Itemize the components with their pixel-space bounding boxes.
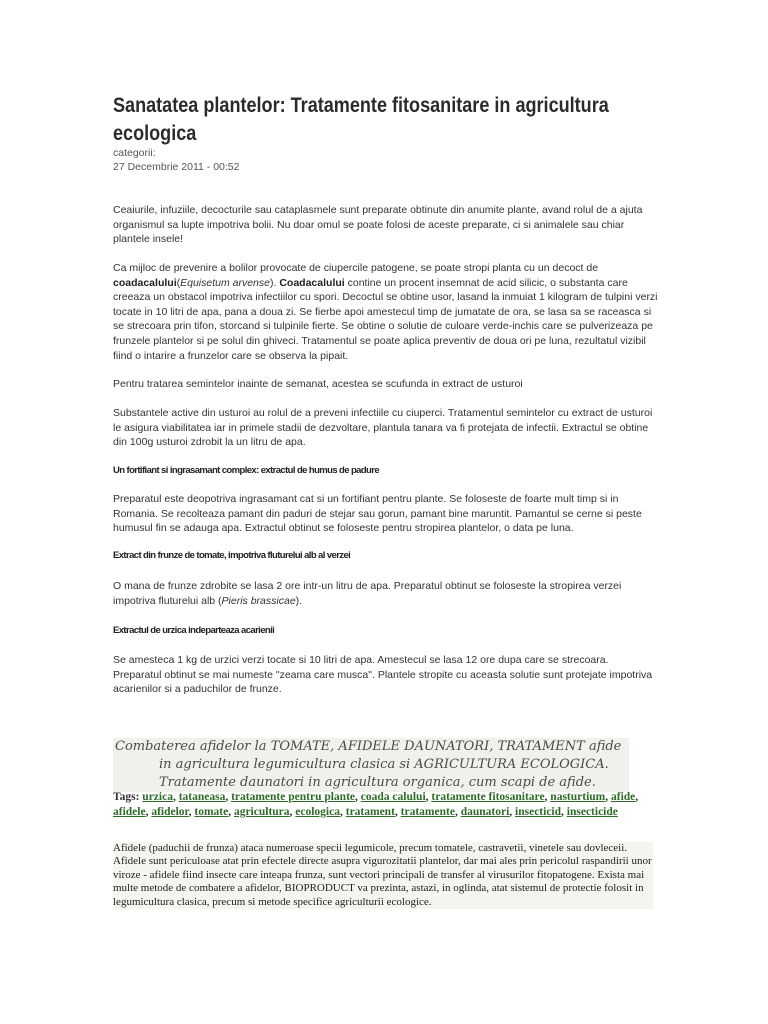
- paragraph-text: ).: [270, 276, 280, 289]
- paragraph-aphids: Afidele (paduchii de frunza) ataca numeroase specii legumicole, precum tomatele, castravetii, vinetele sau dovleceii. Afidele sunt periculoase atat prin efectele directe asupra vigurozitatii plantelor, dar mai ales prin pericolul raspandirii unor viroze - afidele fiind insecte care inteapa frunza, sunt vectori principali de transfer al virusurilor fitopatogene. Exista mai multe metode de combatere a afidelor, BIOPRODUCT va prezinta, astazi, in oglinda, atat sistemul de protectie folosit in legumicultura clasica, precum si metode specifice agriculturii ecologice.: [113, 842, 652, 908]
- tag-list: [113, 790, 658, 820]
- tag-link[interactable]: insecticid: [515, 806, 562, 818]
- bold-term: coadacalului: [113, 276, 177, 289]
- tag-link[interactable]: daunatori: [460, 806, 510, 818]
- tag-link[interactable]: tratamente pentru plante: [231, 791, 356, 803]
- tag-separator: ,: [172, 791, 179, 803]
- article-title: Sanatatea plantelor: Tratamente fitosanitare in agricultura ecologica: [113, 94, 609, 145]
- subheading-nettle: Extractul de urzica indeparteaza acarienii: [113, 625, 275, 636]
- tag-separator: ,: [188, 806, 195, 818]
- categories-label: categorii:: [113, 147, 156, 159]
- tag-link[interactable]: tratamente: [400, 806, 455, 818]
- tag-link[interactable]: afidele: [113, 806, 146, 818]
- latin-name: Pieris brassicae: [221, 594, 296, 607]
- tag-separator: ,: [561, 806, 567, 818]
- paragraph-humus: Preparatul este deopotriva ingrasamant cat si un fortifiant pentru plante. Se foloseste de foarte mult timp si in Romania. Se recolteaza pamant din paduri de stejar sau gorun, pamant bine maruntit. Pamantul se cerne si peste humusul fin se adauga apa. Extractul obtinut se foloseste pentru stropirea plantelor, o data pe luna.: [113, 493, 642, 535]
- paragraph-text: O mana de frunze zdrobite se lasa 2 ore intr-un litru de apa. Preparatul obtinut se foloseste la stropirea verzei impotriva fluturelui alb (: [113, 580, 622, 607]
- tag-links: [113, 791, 638, 818]
- paragraph-text: ).: [295, 594, 303, 607]
- tag-separator: ,: [509, 806, 516, 818]
- tag-separator: ,: [544, 791, 551, 803]
- headline-line-2: in agricultura legumicultura clasica si AGRICULTURA ECOLOGICA.: [159, 757, 609, 772]
- tag-separator: ,: [425, 791, 432, 803]
- tag-link[interactable]: insecticide: [566, 806, 618, 818]
- headline-line-3: Tratamente daunatori in agricultura organica, cum scapi de afide.: [159, 775, 596, 790]
- tag-link[interactable]: tomate: [194, 806, 229, 818]
- tag-link[interactable]: nasturtium: [550, 791, 606, 803]
- tag-link[interactable]: urzica: [142, 791, 173, 803]
- paragraph-seed-treatment: Pentru tratarea semintelor inainte de semanat, acestea se scufunda in extract de usturoi: [113, 378, 523, 390]
- aphid-headline: [113, 738, 629, 792]
- tag-link[interactable]: tratamente fitosanitare: [431, 791, 545, 803]
- tag-separator: ,: [605, 791, 611, 803]
- tag-separator: ,: [394, 806, 401, 818]
- bold-term: Coadacalului: [279, 276, 345, 289]
- tag-link[interactable]: ecologica: [295, 806, 340, 818]
- tag-link[interactable]: afide: [611, 791, 636, 803]
- tag-separator: ,: [355, 791, 361, 803]
- tag-separator: ,: [289, 806, 296, 818]
- tag-separator: ,: [225, 791, 232, 803]
- subheading-humus: Un fortifiant si ingrasamant complex: extractul de humus de padure: [113, 465, 380, 476]
- tag-separator: ,: [145, 806, 152, 818]
- tag-link[interactable]: afidelor: [151, 806, 189, 818]
- article-meta: [113, 146, 239, 174]
- tag-separator: ,: [339, 806, 346, 818]
- tag-link[interactable]: coada calului: [360, 791, 426, 803]
- tag-link[interactable]: tratament: [345, 806, 395, 818]
- tag-link[interactable]: agricultura: [233, 806, 290, 818]
- article-date: 27 Decembrie 2011 - 00:52: [113, 161, 240, 173]
- subheading-tomato-leaves: Extract din frunze de tomate, impotriva fluturelui alb al verzei: [113, 550, 351, 561]
- tag-separator: ,: [454, 806, 461, 818]
- paragraph-garlic: Substantele active din usturoi au rolul de a preveni infectiile cu ciuperci. Tratamentul semintelor cu extract de usturoi le asigura viabilitatea iar in primele stadii de dezvoltare, plantula tanara va fi protejata de infectii. Extractul se obtine din 100g usturoi zdrobit la un litru de apa.: [113, 407, 653, 449]
- paragraph-tomato-leaves: [113, 579, 658, 608]
- tags-label: Tags:: [113, 791, 143, 803]
- latin-name: Equisetum arvense: [180, 276, 270, 289]
- paragraph-coada-calului: [113, 261, 658, 363]
- headline-line-1: Combaterea afidelor la TOMATE, AFIDELE DAUNATORI, TRATAMENT afide: [115, 739, 622, 754]
- tag-link[interactable]: tataneasa: [178, 791, 226, 803]
- paragraph-text: (: [176, 276, 181, 289]
- paragraph-nettle: Se amesteca 1 kg de urzici verzi tocate si 10 litri de apa. Amestecul se lasa 12 ore dupa care se strecoara. Preparatul obtinut se mai numeste "zeama care musca". Plantele stropite cu aceasta solutie sunt protejate impotriva acarienilor si a paduchilor de frunze.: [113, 654, 653, 696]
- paragraph-intro: Ceaiurile, infuziile, decocturile sau cataplasmele sunt preparate obtinute din anumite plante, avand rolul de a ajuta organismul sa lupte impotriva bolii. Nu doar omul se poate folosi de aceste preparate, ci si animalele sau chiar plantele insele!: [113, 204, 643, 246]
- paragraph-text: contine un procent insemnat de acid silicic, o substanta care creeaza un obstacol impotriva infectiilor cu spori. Decoctul se obtine usor, lasand la inmuiat 1 kilogram de tulpini verzi tocate in 10 litri de apa, pana a doua zi. Se fierbe apoi amestecul timp de jumatate de ora, se lasa sa se raceasca si se strecoara prin tifon, storcand si tulpinile fierte. Se obtine o solutie de culoare verde-inchis care se pulverizeaza pe frunzele plantelor si pe solul din ghiveci. Tratamentul se poate aplica preventiv de doua ori pe luna, rezultatul vizibil fiind o intarire a frunzelor care se observa la pipait.: [113, 276, 658, 362]
- tag-separator: ,: [228, 806, 234, 818]
- tag-separator: ,: [635, 791, 639, 803]
- paragraph-text: Ca mijloc de prevenire a bolilor provocate de ciupercile patogene, se poate stropi planta cu un decoct de: [113, 262, 599, 274]
